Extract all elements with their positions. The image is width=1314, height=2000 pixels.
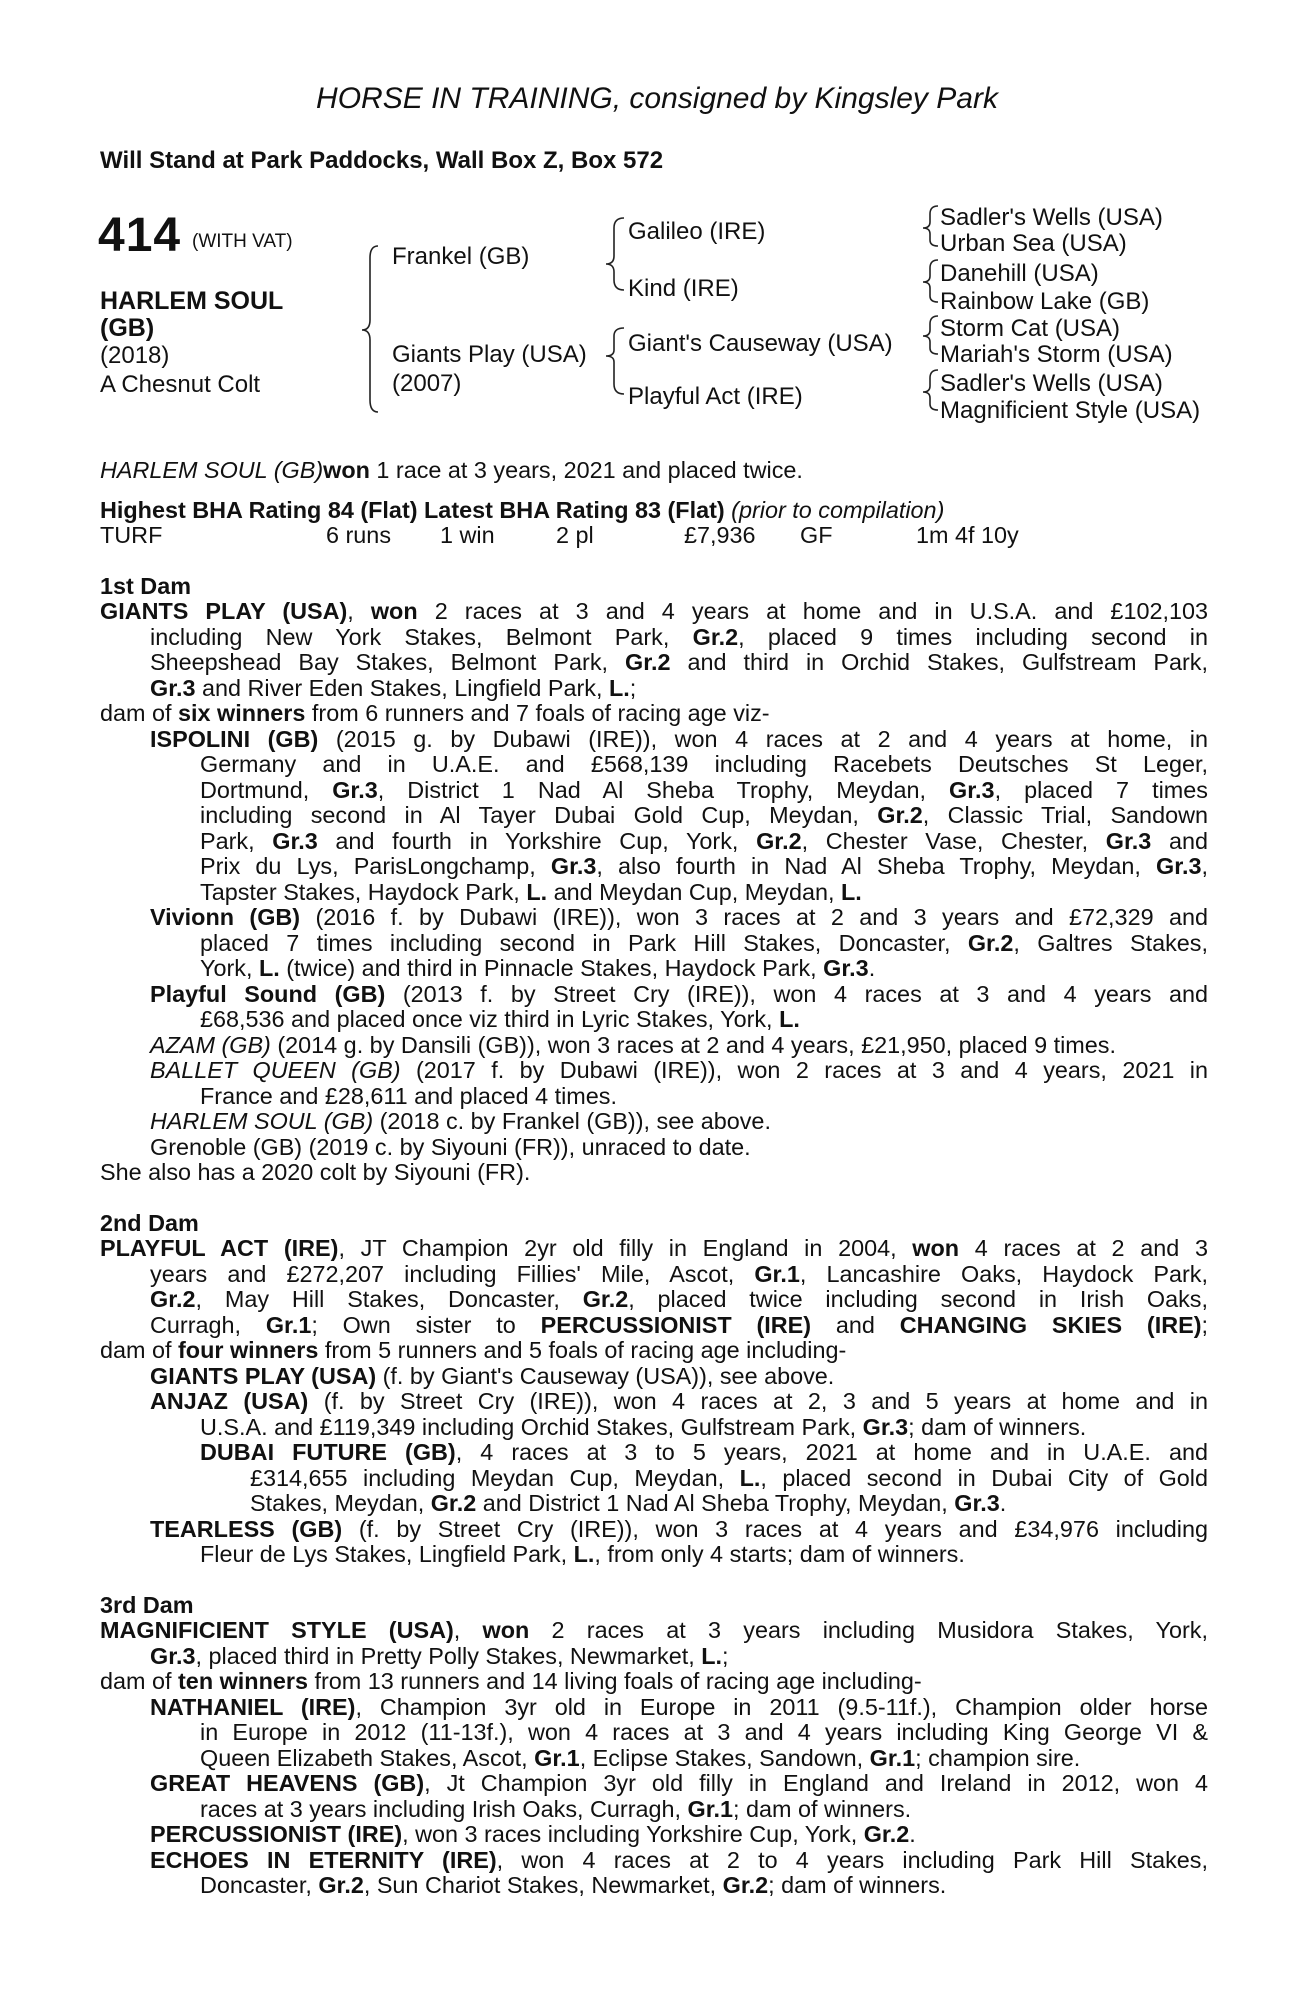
dam2-line: Stakes, Meydan, Gr.2 and District 1 Nad Al Sheba Trophy, Meydan, Gr.3. xyxy=(250,1490,1007,1516)
dam3-line: Doncaster, Gr.2, Sun Chariot Stakes, Newmarket, Gr.2; dam of winners. xyxy=(200,1872,947,1898)
dam1-line: including New York Stakes, Belmont Park, Gr.2, placed 9 times including second in xyxy=(150,623,1208,650)
dam2-line: years and £272,207 including Fillies' Mile, Ascot, Gr.1, Lancashire Oaks, Haydock Park, xyxy=(150,1260,1208,1287)
dam3-line: GREAT HEAVENS (GB), Jt Champion 3yr old filly in England and Ireland in 2012, won 4 xyxy=(150,1770,1208,1796)
pedigree-g5: Storm Cat (USA) xyxy=(940,315,1121,342)
dam1-line: Playful Sound (GB) (2013 f. by Street Cry (IRE)), won 4 races at 3 and 4 years and xyxy=(150,980,1209,1007)
dam2-line: Fleur de Lys Stakes, Lingfield Park, L., from only 4 starts; dam of winners. xyxy=(200,1541,965,1567)
lot-vat: (WITH VAT) xyxy=(192,231,293,252)
dam1-line: GIANTS PLAY (USA), won 2 races at 3 and 4 years at home and in U.S.A. and £102,103 xyxy=(100,598,1208,624)
dam1-line: ISPOLINI (GB) (2015 g. by Dubawi (IRE)), won 4 races at 2 and 4 years at home, in xyxy=(150,725,1208,752)
catalogue-body xyxy=(100,458,1208,1899)
horse-description: A Chesnut Colt xyxy=(100,371,261,398)
dam3-line: Queen Elizabeth Stakes, Ascot, Gr.1, Eclipse Stakes, Sandown, Gr.1; champion sire. xyxy=(200,1744,1081,1771)
rating-distance: 1m 4f 10y xyxy=(916,522,1019,548)
bracket-main xyxy=(362,246,378,412)
pedigree-dam-dam: Playful Act (IRE) xyxy=(628,383,803,410)
pedigree-dam: Giants Play (USA) xyxy=(392,341,587,368)
dam1-line: including second in Al Tayer Dubai Gold Cup, Meydan, Gr.2, Classic Trial, Sandown xyxy=(200,802,1208,828)
dam1-line: Prix du Lys, ParisLongchamp, Gr.3, also fourth in Nad Al Sheba Trophy, Meydan, Gr.3, xyxy=(200,853,1209,879)
dam1-line: HARLEM SOUL (GB) (2018 c. by Frankel (GB)), see above. xyxy=(150,1108,771,1134)
dam3-line: in Europe in 2012 (11-13f.), won 4 races at 3 and 4 years including King George VI & xyxy=(200,1719,1208,1745)
pedigree-g3: Danehill (USA) xyxy=(940,260,1099,287)
pedigree-g1: Sadler's Wells (USA) xyxy=(940,204,1163,231)
dam3-line: PERCUSSIONIST (IRE), won 3 races including Yorkshire Cup, York, Gr.2. xyxy=(150,1821,916,1847)
pedigree-g2: Urban Sea (USA) xyxy=(940,230,1127,257)
bracket-g34 xyxy=(923,260,938,302)
dam2-line: ANJAZ (USA) (f. by Street Cry (IRE)), won 4 races at 2, 3 and 5 years at home and in xyxy=(150,1388,1208,1414)
dam2-line: Gr.2, May Hill Stakes, Doncaster, Gr.2, placed twice including second in Irish Oaks, xyxy=(150,1286,1209,1312)
pedigree-g4: Rainbow Lake (GB) xyxy=(940,288,1150,315)
dam2-line: Curragh, Gr.1; Own sister to PERCUSSIONIST (IRE) and CHANGING SKIES (IRE); xyxy=(150,1311,1209,1338)
dam1-line: Park, Gr.3 and fourth in Yorkshire Cup, York, Gr.2, Chester Vase, Chester, Gr.3 and xyxy=(200,827,1208,854)
dam1-line: placed 7 times including second in Park Hill Stakes, Doncaster, Gr.2, Galtres Stakes, xyxy=(200,929,1208,956)
lot-number: 414 xyxy=(98,209,182,262)
dam1-line: BALLET QUEEN (GB) (2017 f. by Dubawi (IRE)), won 2 races at 3 and 4 years, 2021 in xyxy=(150,1057,1208,1083)
rating-stats xyxy=(100,523,1208,549)
pedigree-sire-sire: Galileo (IRE) xyxy=(628,218,766,245)
summary-name: HARLEM SOUL (GB) xyxy=(100,457,324,483)
bracket-g78 xyxy=(923,370,938,410)
dam3-line: MAGNIFICIENT STYLE (USA), won 2 races at 3 years including Musidora Stakes, York, xyxy=(100,1617,1209,1643)
dam1-line: AZAM (GB) (2014 g. by Dansili (GB)), won 3 races at 2 and 4 years, £21,950, placed 9 times. xyxy=(150,1031,1116,1058)
dam1-line: York, L. (twice) and third in Pinnacle Stakes, Haydock Park, Gr.3. xyxy=(200,955,876,981)
horse-name-text: HARLEM SOUL xyxy=(100,287,284,315)
pedigree-dam-sire: Giant's Causeway (USA) xyxy=(628,330,893,357)
dam1-line: Sheepshead Bay Stakes, Belmont Park, Gr.2 and third in Orchid Stakes, Gulfstream Park, xyxy=(150,649,1208,675)
bracket-sire xyxy=(606,218,624,290)
dam2-heading: 2nd Dam xyxy=(100,1209,199,1236)
rating-surface: TURF xyxy=(100,522,163,548)
dam1-line: Gr.3 and River Eden Stakes, Lingfield Park, L.; xyxy=(150,674,637,701)
stand-location: Will Stand at Park Paddocks, Wall Box Z, Box 572 xyxy=(100,147,664,174)
dam1-heading: 1st Dam xyxy=(100,572,192,599)
bracket-g12 xyxy=(923,206,938,246)
rating-heading: Highest BHA Rating 84 (Flat) Latest BHA Rating 83 (Flat) (prior to compilation) xyxy=(100,496,945,523)
dam1-line: Tapster Stakes, Haydock Park, L. and Meydan Cup, Meydan, L. xyxy=(200,878,862,905)
rating-runs: 6 runs xyxy=(326,522,392,548)
dam1-line: Dortmund, Gr.3, District 1 Nad Al Sheba Trophy, Meydan, Gr.3, placed 7 times xyxy=(200,776,1208,803)
horse-year: (2018) xyxy=(100,342,170,369)
page-title: HORSE IN TRAINING, consigned by Kingsley Park xyxy=(316,82,998,115)
pedigree-sire-dam: Kind (IRE) xyxy=(628,275,739,302)
bracket-g56 xyxy=(923,316,938,354)
bracket-dam xyxy=(606,328,624,394)
dam2-line: U.S.A. and £119,349 including Orchid Stakes, Gulfstream Park, Gr.3; dam of winners. xyxy=(200,1413,1087,1440)
horse-name xyxy=(100,288,283,342)
dam1-line: France and £28,611 and placed 4 times. xyxy=(200,1082,617,1109)
dam2-line: £314,655 including Meydan Cup, Meydan, L., placed second in Dubai City of Gold xyxy=(250,1464,1208,1491)
dam2-line: PLAYFUL ACT (IRE), JT Champion 2yr old filly in England in 2004, won 4 races at 2 and 3 xyxy=(100,1235,1208,1261)
pedigree-g6: Mariah's Storm (USA) xyxy=(940,341,1173,368)
dam1-line: She also has a 2020 colt by Siyouni (FR). xyxy=(100,1159,531,1185)
rating-going: GF xyxy=(800,522,833,548)
dam2-line: DUBAI FUTURE (GB), 4 races at 3 to 5 years, 2021 at home and in U.A.E. and xyxy=(200,1439,1208,1465)
dam3-heading: 3rd Dam xyxy=(100,1591,194,1618)
rating-placed: 2 pl xyxy=(556,522,594,548)
pedigree-g7: Sadler's Wells (USA) xyxy=(940,370,1163,397)
horse-country: (GB) xyxy=(100,314,155,342)
dam1-line: £68,536 and placed once viz third in Lyric Stakes, York, L. xyxy=(200,1006,800,1032)
summary-line: HARLEM SOUL (GB)won 1 race at 3 years, 2021 and placed twice. xyxy=(100,457,803,483)
dam3-line: NATHANIEL (IRE), Champion 3yr old in Europe in 2011 (9.5-11f.), Champion older horse xyxy=(150,1693,1208,1720)
pedigree-sire: Frankel (GB) xyxy=(392,243,530,270)
dam3-line: races at 3 years including Irish Oaks, Curragh, Gr.1; dam of winners. xyxy=(200,1795,912,1822)
dam2-line: GIANTS PLAY (USA) (f. by Giant's Causeway (USA)), see above. xyxy=(150,1362,835,1389)
pedigree-g8: Magnificient Style (USA) xyxy=(940,397,1201,424)
dam1-line: Vivionn (GB) (2016 f. by Dubawi (IRE)), won 3 races at 2 and 3 years and £72,329 and xyxy=(150,904,1208,930)
dam2-line: dam of four winners from 5 runners and 5 foals of racing age including- xyxy=(100,1337,847,1363)
dam2-line: TEARLESS (GB) (f. by Street Cry (IRE)), won 3 races at 4 years and £34,976 including xyxy=(150,1515,1208,1542)
dam3-line: ECHOES IN ETERNITY (IRE), won 4 races at 2 to 4 years including Park Hill Stakes, xyxy=(150,1846,1208,1873)
dam1-line: dam of six winners from 6 runners and 7 foals of racing age viz- xyxy=(100,700,770,726)
dam3-line: Gr.3, placed third in Pretty Polly Stakes, Newmarket, L.; xyxy=(150,1642,729,1669)
dam1-line: Grenoble (GB) (2019 c. by Siyouni (FR)), unraced to date. xyxy=(150,1133,751,1160)
rating-wins: 1 win xyxy=(440,522,495,548)
dam3-line: dam of ten winners from 13 runners and 14 living foals of racing age including- xyxy=(100,1668,922,1694)
dam1-line: Germany and in U.A.E. and £568,139 including Racebets Deutsches St Leger, xyxy=(200,751,1208,777)
rating-earnings: £7,936 xyxy=(684,522,756,548)
pedigree-dam-year: (2007) xyxy=(392,370,462,397)
